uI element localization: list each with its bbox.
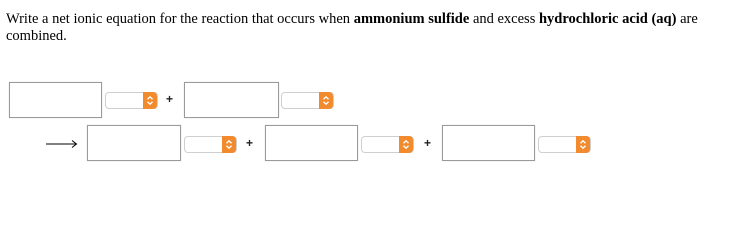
product-3-state-select[interactable]	[538, 136, 591, 153]
product-3-field[interactable]	[442, 125, 535, 161]
reactant-1-field[interactable]	[9, 82, 102, 118]
product-1-field[interactable]	[87, 125, 181, 161]
question-suffix: are combined.	[6, 11, 698, 44]
reactant-2-name: hydrochloric acid (aq)	[538, 11, 677, 27]
chevron-up-down-icon[interactable]	[222, 136, 236, 153]
chevron-up-down-icon[interactable]	[143, 92, 157, 109]
question-prefix: Write a net ionic equation for the reaction that occurs when	[6, 11, 354, 27]
plus-sign: +	[424, 136, 432, 150]
chevron-up-down-icon[interactable]	[399, 136, 413, 153]
reactant-2-state-select[interactable]	[281, 92, 334, 109]
product-2-state-select[interactable]	[361, 136, 414, 153]
reactant-1-state-select[interactable]	[105, 92, 158, 109]
chevron-up-down-icon[interactable]	[319, 92, 333, 109]
reactant-1-name: ammonium sulfide	[353, 11, 470, 27]
question-middle: and excess	[469, 11, 539, 27]
plus-sign: +	[246, 136, 254, 150]
question-text	[6, 11, 728, 45]
chevron-up-down-icon[interactable]	[576, 136, 590, 153]
product-2-field[interactable]	[265, 125, 358, 161]
product-1-state-select[interactable]	[184, 136, 237, 153]
right-arrow-icon	[46, 139, 78, 149]
reactant-2-field[interactable]	[184, 82, 279, 118]
plus-sign: +	[166, 92, 174, 106]
